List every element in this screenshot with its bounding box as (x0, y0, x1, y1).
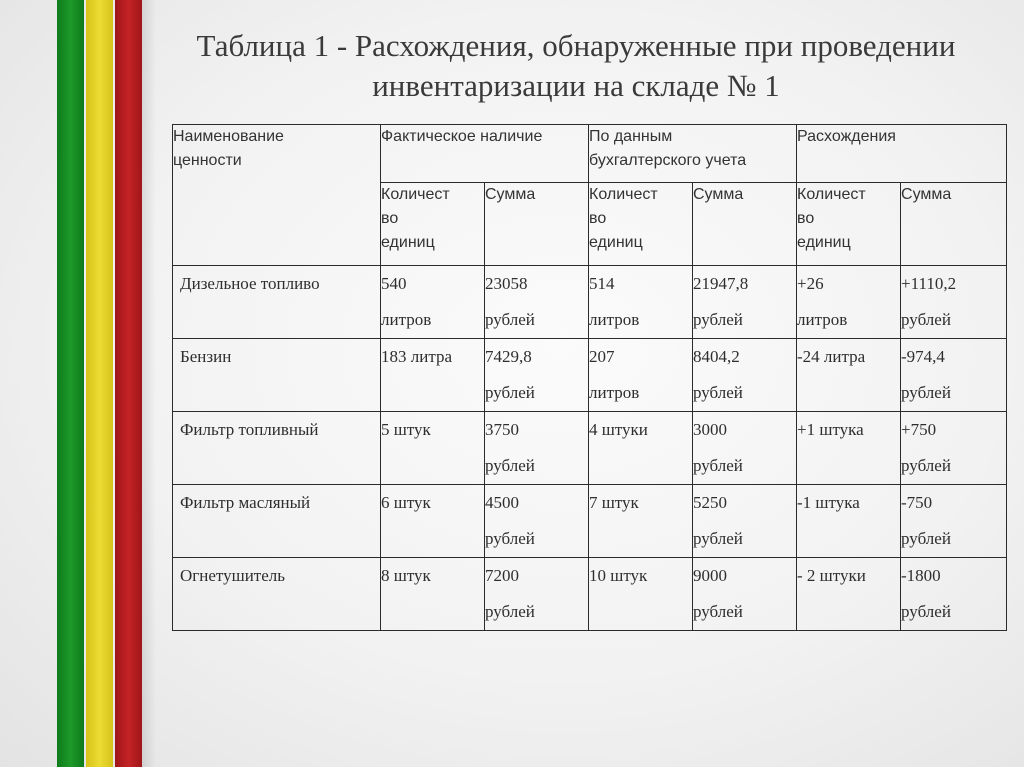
cell-actual-sum-line: рублей (485, 602, 535, 621)
table-row (173, 485, 1007, 558)
cell-book-sum (693, 412, 797, 485)
cell-actual-sum-line: 23058 (485, 274, 528, 293)
cell-item-name: Огнетушитель (173, 558, 381, 631)
cell-book-sum-line: рублей (693, 383, 743, 402)
header-qty-line: единиц (589, 234, 643, 251)
cell-actual-sum-line: рублей (485, 529, 535, 548)
cell-actual-sum (485, 266, 589, 339)
cell-book-qty-line: литров (589, 310, 640, 329)
cell-diff-sum (901, 412, 1007, 485)
cell-book-sum-line: 8404,2 (693, 347, 740, 366)
cell-book-sum (693, 266, 797, 339)
cell-actual-qty (381, 485, 485, 558)
cell-book-qty-line: литров (589, 383, 640, 402)
header-qty-line: Количест (381, 186, 450, 203)
cell-book-qty (589, 339, 693, 412)
cell-actual-sum-line: 7200 (485, 566, 519, 585)
cell-diff-qty-line: литров (797, 310, 848, 329)
cell-diff-sum-line: рублей (901, 529, 951, 548)
cell-diff-sum-line: рублей (901, 602, 951, 621)
header-books-line: бухгалтерского учета (589, 152, 747, 169)
cell-diff-sum (901, 558, 1007, 631)
cell-book-qty (589, 485, 693, 558)
cell-item-name: Фильтр топливный (173, 412, 381, 485)
cell-actual-qty-line: 183 литра (381, 347, 453, 366)
cell-diff-sum-line: +750 (901, 420, 937, 439)
cell-actual-qty-line: 8 штук (381, 566, 431, 585)
cell-actual-sum-line: 7429,8 (485, 347, 532, 366)
cell-actual-sum-line: рублей (485, 383, 535, 402)
decor-stripe-green (57, 0, 84, 767)
header-qty-line: единиц (381, 234, 435, 251)
cell-diff-qty-line: - 2 штуки (797, 566, 866, 585)
header-qty-line: во (589, 210, 607, 227)
decor-stripe-red (115, 0, 142, 767)
header-name-line: Наименование (173, 128, 284, 145)
header-actual-sum: Сумма (485, 183, 589, 266)
cell-actual-sum-line: рублей (485, 456, 535, 475)
cell-book-qty (589, 558, 693, 631)
cell-diff-qty-line: +26 (797, 274, 824, 293)
header-books-line: По данным (589, 128, 673, 145)
cell-diff-sum (901, 339, 1007, 412)
header-actual: Фактическое наличие (381, 125, 589, 183)
header-name-line: ценности (173, 152, 242, 169)
inventory-discrepancy-table (172, 124, 1007, 631)
header-books-qty (589, 183, 693, 266)
header-books-sum: Сумма (693, 183, 797, 266)
cell-item-name: Бензин (173, 339, 381, 412)
table-row (173, 412, 1007, 485)
slide-title-line-1: Таблица 1 - Расхождения, обнаруженные при проведении (196, 28, 956, 63)
cell-diff-sum-line: -750 (901, 493, 933, 512)
table-row (173, 558, 1007, 631)
decor-stripe-shadow (142, 0, 156, 767)
cell-diff-sum (901, 266, 1007, 339)
cell-diff-sum-line: рублей (901, 456, 951, 475)
header-qty-line: во (797, 210, 815, 227)
cell-book-sum-line: 21947,8 (693, 274, 749, 293)
cell-actual-sum-line: 4500 (485, 493, 519, 512)
header-diff: Расхождения (797, 125, 1007, 183)
cell-book-sum-line: рублей (693, 310, 743, 329)
cell-book-sum-line: 9000 (693, 566, 727, 585)
cell-book-qty-line: 10 штук (589, 566, 648, 585)
cell-book-qty (589, 412, 693, 485)
header-qty-line: во (381, 210, 399, 227)
cell-actual-qty (381, 266, 485, 339)
cell-actual-qty (381, 558, 485, 631)
cell-actual-qty-line: 540 (381, 274, 407, 293)
header-qty-line: Количест (797, 186, 866, 203)
cell-actual-sum (485, 339, 589, 412)
cell-item-name: Фильтр масляный (173, 485, 381, 558)
cell-diff-sum-line: рублей (901, 310, 951, 329)
cell-item-name: Дизельное топливо (173, 266, 381, 339)
header-books (589, 125, 797, 183)
cell-diff-qty (797, 485, 901, 558)
cell-actual-sum (485, 412, 589, 485)
header-diff-qty (797, 183, 901, 266)
cell-diff-sum (901, 485, 1007, 558)
cell-book-qty (589, 266, 693, 339)
cell-actual-qty-line: литров (381, 310, 432, 329)
header-row-top (173, 125, 1007, 183)
cell-actual-sum (485, 485, 589, 558)
cell-actual-qty-line: 6 штук (381, 493, 431, 512)
cell-actual-sum-line: 3750 (485, 420, 519, 439)
cell-actual-sum (485, 558, 589, 631)
table-body (173, 266, 1007, 631)
cell-diff-qty (797, 339, 901, 412)
header-qty-line: Количест (589, 186, 658, 203)
cell-book-sum-line: рублей (693, 529, 743, 548)
cell-book-sum-line: рублей (693, 456, 743, 475)
cell-book-qty-line: 7 штук (589, 493, 639, 512)
slide-title (150, 26, 1002, 106)
cell-diff-qty-line: -24 литра (797, 347, 866, 366)
slide-title-line-2: инвентаризации на складе № 1 (372, 68, 780, 103)
table-row (173, 266, 1007, 339)
cell-book-qty-line: 207 (589, 347, 615, 366)
cell-book-sum-line: 5250 (693, 493, 727, 512)
cell-diff-qty (797, 412, 901, 485)
header-name (173, 125, 381, 266)
decor-stripe-yellow (86, 0, 113, 767)
cell-diff-qty-line: +1 штука (797, 420, 864, 439)
cell-diff-qty (797, 266, 901, 339)
cell-book-sum (693, 339, 797, 412)
cell-diff-qty (797, 558, 901, 631)
header-qty-line: единиц (797, 234, 851, 251)
cell-book-sum-line: 3000 (693, 420, 727, 439)
cell-diff-sum-line: рублей (901, 383, 951, 402)
header-actual-qty (381, 183, 485, 266)
cell-book-qty-line: 514 (589, 274, 615, 293)
cell-book-sum (693, 558, 797, 631)
cell-book-qty-line: 4 штуки (589, 420, 648, 439)
cell-actual-sum-line: рублей (485, 310, 535, 329)
header-diff-sum: Сумма (901, 183, 1007, 266)
cell-actual-qty (381, 412, 485, 485)
table-row (173, 339, 1007, 412)
cell-actual-qty (381, 339, 485, 412)
cell-diff-sum-line: +1110,2 (901, 274, 957, 293)
cell-book-sum (693, 485, 797, 558)
cell-diff-sum-line: -1800 (901, 566, 941, 585)
cell-actual-qty-line: 5 штук (381, 420, 431, 439)
cell-diff-qty-line: -1 штука (797, 493, 860, 512)
cell-book-sum-line: рублей (693, 602, 743, 621)
cell-diff-sum-line: -974,4 (901, 347, 945, 366)
